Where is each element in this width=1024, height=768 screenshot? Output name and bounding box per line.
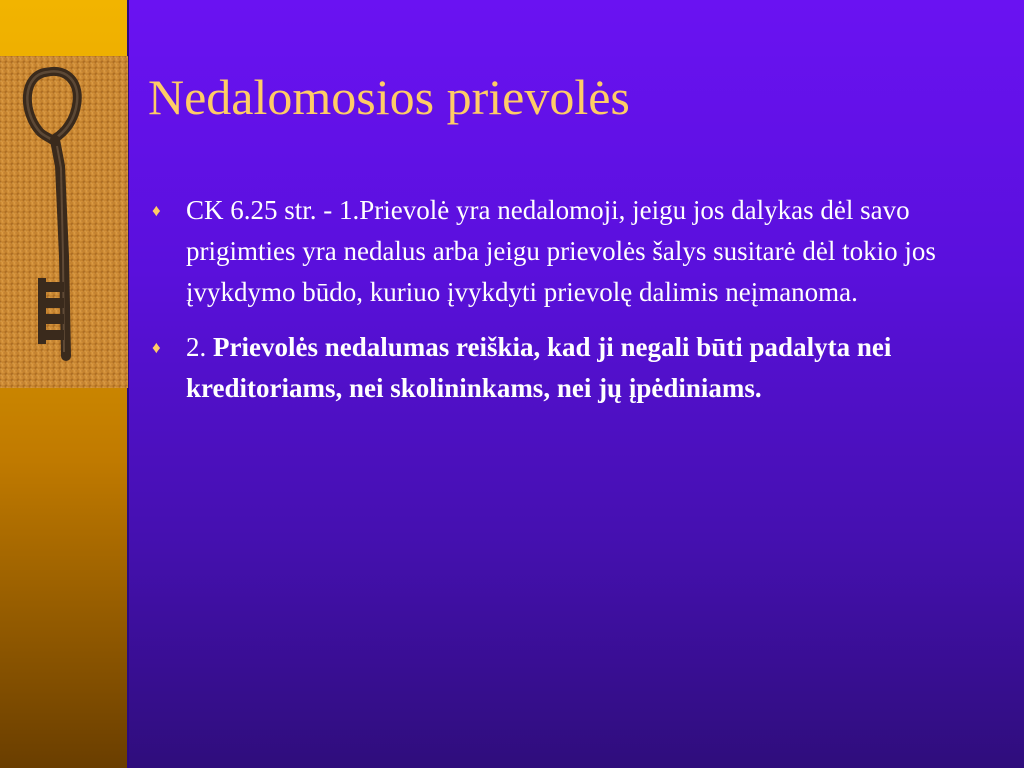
- diamond-bullet-icon: ♦: [152, 201, 161, 220]
- bullet-item: [152, 327, 1002, 409]
- slide-body: [152, 190, 1002, 423]
- bullet-item: [152, 190, 1002, 313]
- slide-title: Nedalomosios prievolės: [148, 69, 630, 125]
- diamond-bullet-icon: ♦: [152, 338, 161, 357]
- key-photo: [0, 56, 128, 388]
- bullet-text: CK 6.25 str. - 1.Prievolė yra nedalomoji, jeigu jos dalykas dėl savo prigimties yra nedalus arba jeigu prievolės šalys susitarė dėl tokio jos įvykdymo būdo, kuriuo įvykdyti prievolę dalimis neįmanoma.: [186, 195, 936, 307]
- bullet-prefix: 2.: [186, 332, 213, 362]
- bullet-text-bold: Prievolės nedalumas reiškia, kad ji negali būti padalyta nei kreditoriams, nei skolininkams, nei jų įpėdiniams.: [186, 332, 892, 403]
